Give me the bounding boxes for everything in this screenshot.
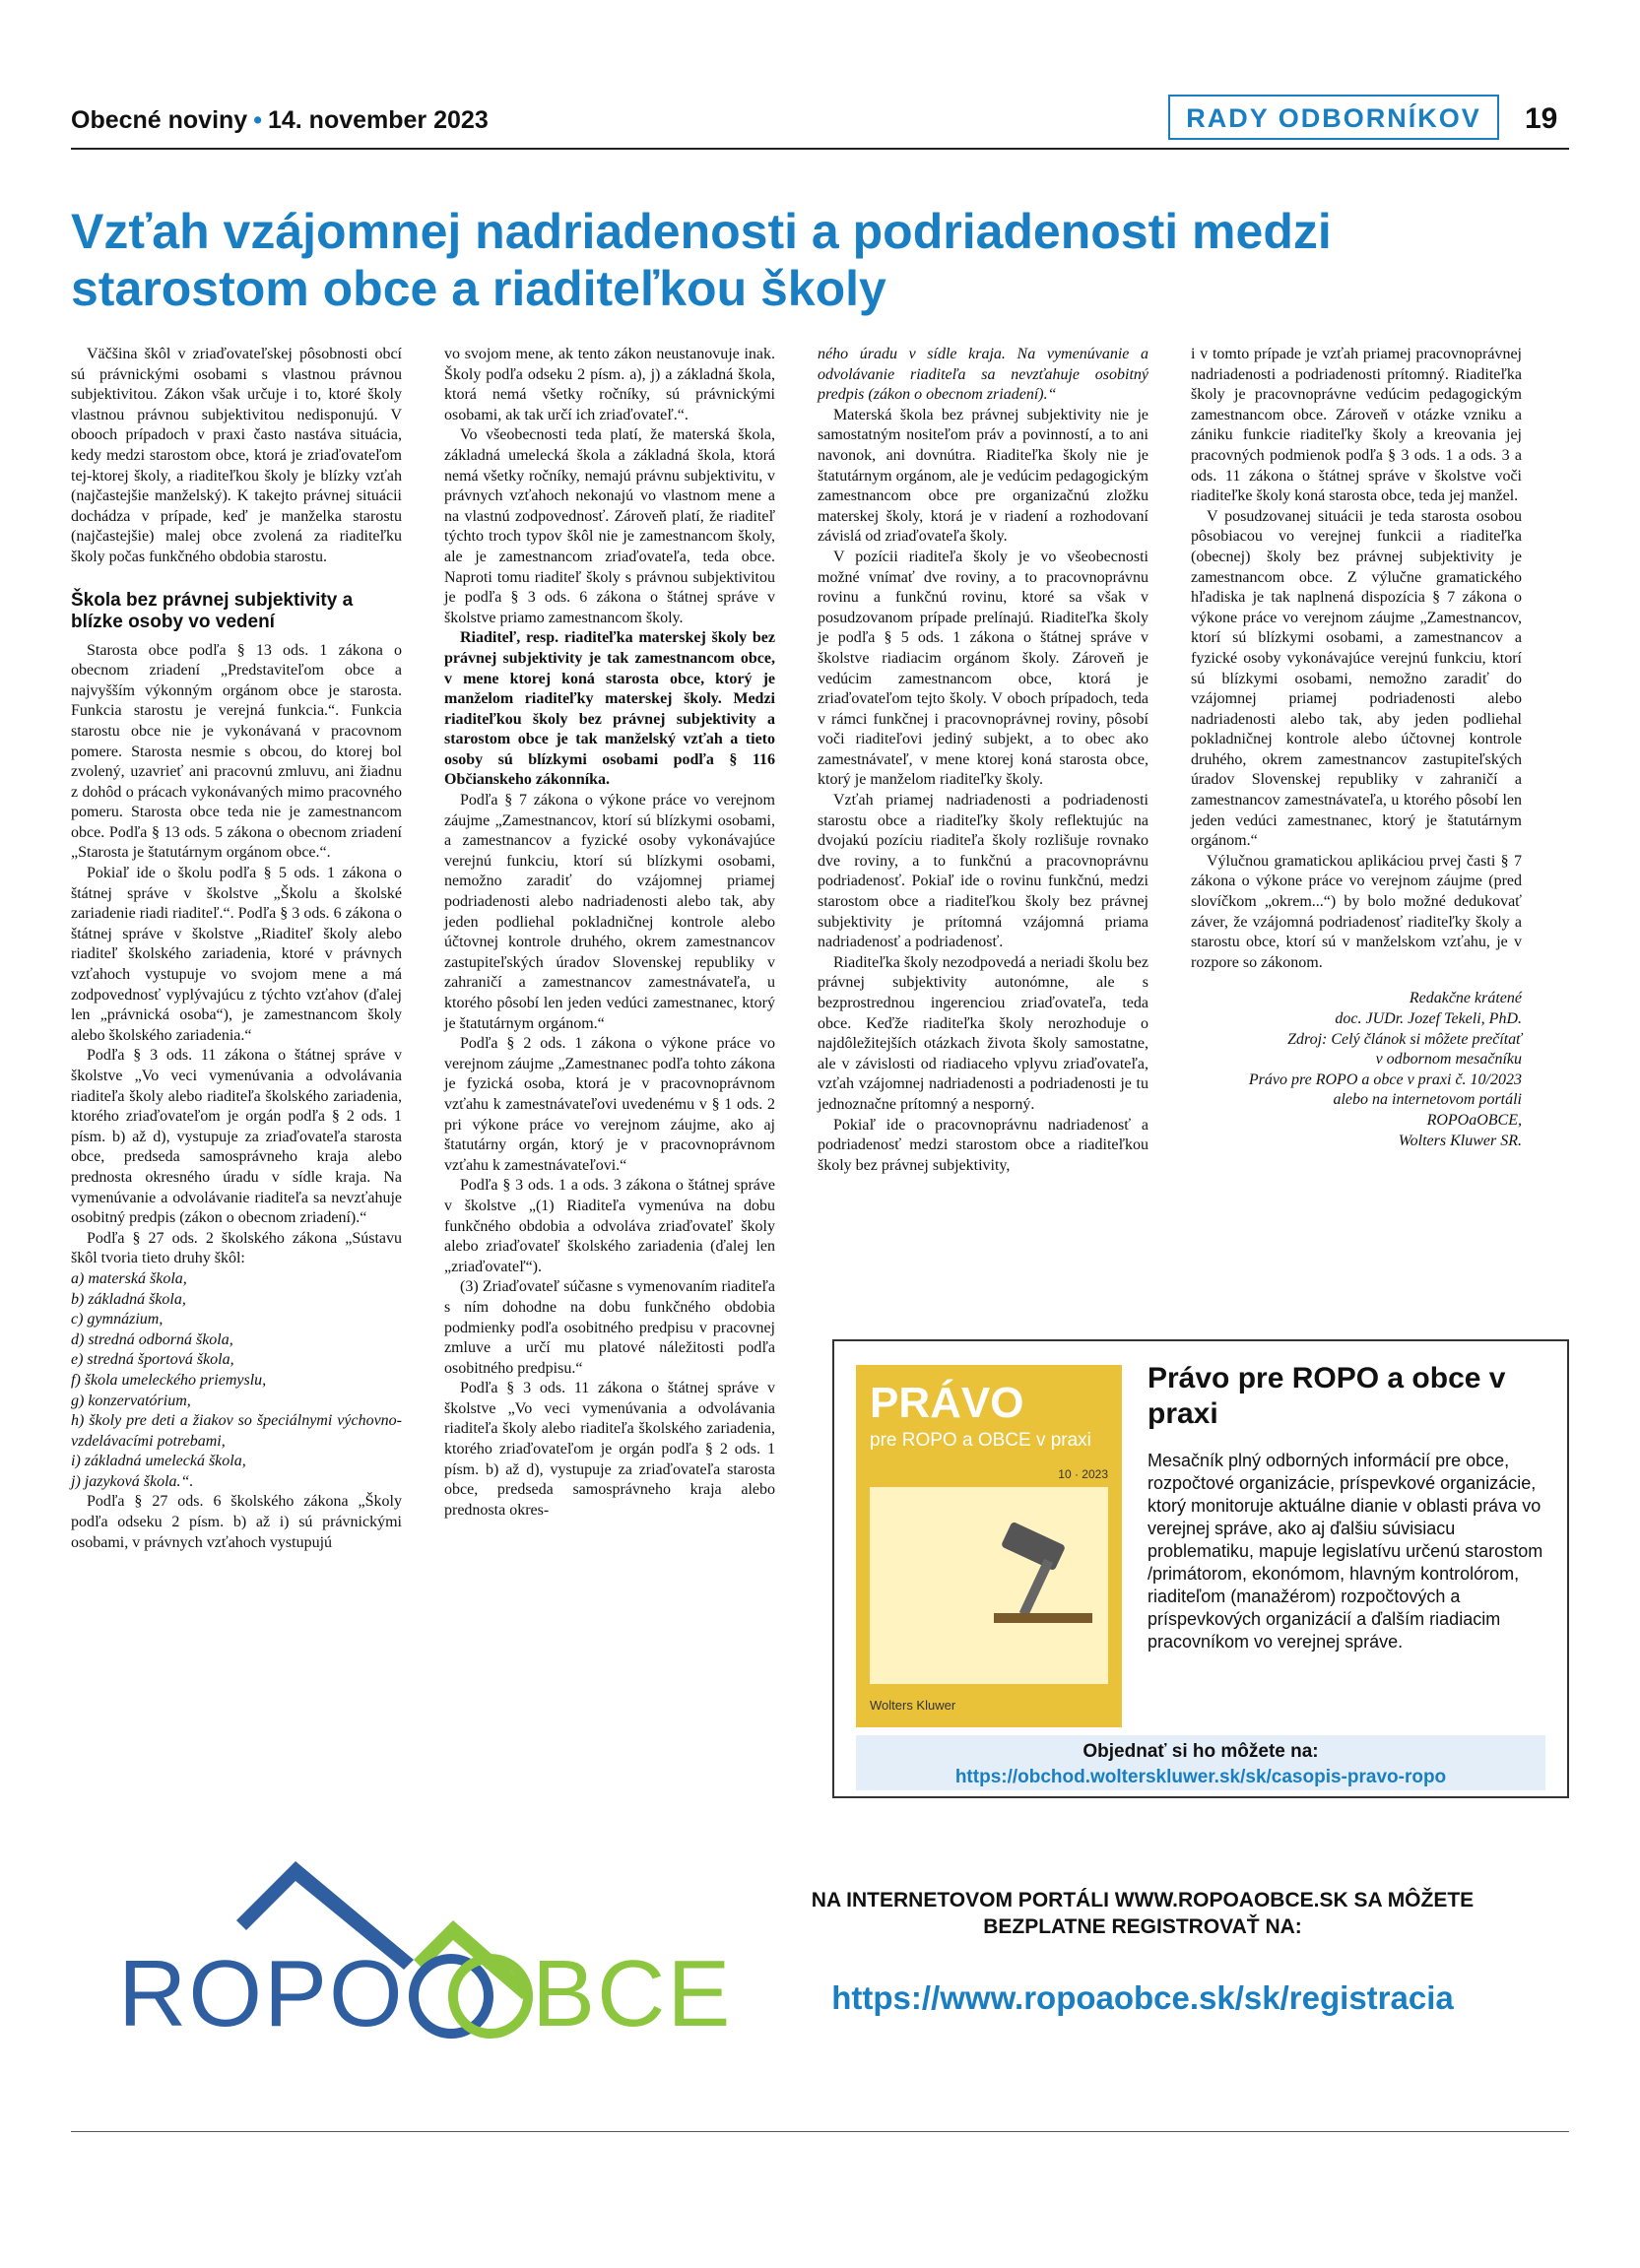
order-banner <box>856 1735 1545 1790</box>
cover-publisher: Wolters Kluwer <box>870 1698 956 1713</box>
paragraph: Podľa § 3 ods. 11 zákona o štátnej správe v školstve „Vo veci vymenúvania a odvolávania riaditeľa školy alebo riaditeľa školského zariadenia, ktorého zriaďovateľom je orgán podľa § 2 ods. 1 písm. b) až d), vystupuje za zriaďovateľa starosta obce, predseda samosprávneho kraja alebo prednosta okres- <box>444 1380 775 1519</box>
paragraph: Podľa § 3 ods. 1 a ods. 3 zákona o štátnej správe v školstve „(1) Riaditeľa vymenúva na dobu funkčného obdobia a odvoláva zriaďovateľ školy alebo zriaďovateľ školského zariadenia (ďalej len „zriaďovateľ“). <box>444 1177 775 1275</box>
school-types-list <box>71 1269 402 1493</box>
paragraph: Vzťah priamej nadriadenosti a podriadenosti starostu obce a riaditeľky školy reflektujúc na dvojakú pozíciu riaditeľa školy rozlišuje rovnako dve roviny, a to funkčnú a pracovnoprávnu podriadenosť. Pokiaľ ide o rovinu funkčnú, medzi starostom obce a riaditeľkou školy bez právnej subjektivity je prítomná vzájomná priama nadriadenosť a podriadenosť. <box>818 792 1148 951</box>
cover-subtitle: pre ROPO a OBCE v praxi <box>870 1430 1091 1451</box>
article-column-3 <box>818 345 1148 1176</box>
paragraph: Výlučnou gramatickou aplikáciou prvej časti § 7 zákona o výkone práce vo verejnom záujme (pred slovíčkom „okrem...“) by bolo možné dedukovať záver, že vzájomná podriadenosť riaditeľky školy a starostu obce, ktorí sú v manželskom vzťahu, je v rozpore so zákonom. <box>1191 852 1522 971</box>
paragraph: Materská škola bez právnej subjektivity nie je samostatným nositeľom práv a povinností, a to ani navonok, ani dovnútra. Riaditeľka školy nie je štatutárnym orgánom, ale je vedúcim pedagogickým zamestnancom obce pre organizačnú zložku materskej školy, ktorá je v riadení a rozhodovaní závislá od zriaďovateľa školy. <box>818 406 1148 546</box>
ad-description: Mesačník plný odborných informácií pre obce, rozpočtové organizácie, príspevkové organizácie, ktorý monitoruje aktuálne dianie v oblasti práva vo verejnej správe, ako aj ďalšiu súvisiacu problematiku, mapuje legislatívu určenú starostom /primátorom, ekonómom, hlavným kontrolórom, riaditeľom (manažérom) rozpočtových a príspevkových organizácií a ďalším riadiacim pracovníkom vo verejnej správe. <box>1148 1451 1543 1652</box>
paragraph: vo svojom mene, ak tento zákon neustanovuje inak. Školy podľa odseku 2 písm. a), j) a základná škola, ktorá nemá všetky ročníky, sú právnickými osobami, ak tak určí ich zriaďovateľ.“. <box>444 346 775 423</box>
list-item: j) jazyková škola.“. <box>71 1472 194 1490</box>
paragraph: Starosta obce podľa § 13 ods. 1 zákona o obecnom zriadení „Predstaviteľom obce a najvyšším výkonným orgánom obce je starosta. Funkcia starostu je verejná funkcia.“. Funkcia starostu obce nie je vykonávaná v pracovnom pomere. Starosta nesmie s obcou, do ktorej bol zvolený, uzavrieť ani pracovnú zmluvu, ani žiadnu z dohôd o prácach vykonávaných mimo pracovného pomeru. Starosta obce teda nie je zamestnancom obce. Podľa § 13 ods. 5 zákona o obecnom zriadení „Starosta je štatutárnym orgánom obce.“. <box>71 641 402 862</box>
list-item: a) materská škola, <box>71 1269 187 1287</box>
credit-line: Redakčne krátené <box>1409 990 1522 1007</box>
list-item: g) konzervatórium, <box>71 1392 191 1409</box>
paragraph: i v tomto prípade je vzťah priamej pracovnoprávnej nadriadenosti a podriadenosti prítomný. Riaditeľka školy je pracovnoprávne vedúcim pedagogickým zamestnancom obce. Zároveň v otázke vzniku a zániku funkcie riaditeľky školy a kreovania jej pracovných podmienok podľa § 3 ods. 1 a ods. 3 a ods. 11 zákona o štátnej správe v školstve voči riaditeľke školy koná starosta obce, teda jej manžel. <box>1191 346 1522 505</box>
logo-rings-green <box>448 1954 533 2039</box>
paragraph: Podľa § 7 zákona o výkone práce vo verejnom záujme „Zamestnancov, ktorí sú blízkymi osobami, a zamestnancov a fyzické osoby vykonávajúce verejnú funkciu, ktorí sú blízkymi osobami, nemožno zaradiť do vzájomnej priamej podriadenosti alebo nadriadenosti alebo tak, aby jeden podliehal pokladničnej kontrole alebo účtovnej kontrole druhého, okrem zamestnancov zastupiteľských úradov Slovenskej republiky v zahraničí a zamestnancov zamestnávateľa, u ktorého pôsobí len jeden vedúci zamestnanec, ktorý je štatutárnym orgánom.“ <box>444 792 775 1032</box>
paragraph: Pokiaľ ide o pracovnoprávnu nadriadenosť a podriadenosť medzi starostom obce a riaditeľkou školy bez právnej subjektivity, <box>818 1116 1148 1174</box>
header-rule <box>71 148 1569 150</box>
article-headline: Vzťah vzájomnej nadriadenosti a podriadenosti medzi starostom obce a riaditeľkou školy <box>71 204 1332 316</box>
subheading: Škola bez právnej subjektivity a blízke osoby vo vedení <box>71 589 354 632</box>
paragraph: V posudzovanej situácii je teda starosta osobou pôsobiacou vo verejnej funkcii a riaditeľka (obecnej) školy bez právnej subjektivity je zamestnancom obce. Z výlučne gramatického hľadiska je tak naplnená dispozícia § 7 zákona o výkone práce vo verejnom záujme „Zamestnancov, ktorí sú blízkymi osobami, a zamestnancov a fyzické osoby vykonávajúce verejnú funkciu, ktorí sú blízkymi osobami, nemožno zaradiť do vzájomnej priamej podriadenosti alebo nadriadenosti alebo tak, aby jeden podliehal pokladničnej kontrole alebo účtovnej kontrole druhého, okrem zamestnancov zastupiteľských úradov Slovenskej republiky v zahraničí a zamestnancov zamestnávateľa, u ktorého pôsobí len jeden vedúci zamestnanec, ktorý je štatutárnym orgánom.“ <box>1191 507 1522 850</box>
issue-date: 14. november 2023 <box>267 106 489 134</box>
list-item: h) školy pre deti a žiakov so špeciálnymi výchovno-vzdelávacími potrebami, <box>71 1412 402 1450</box>
credit-line: ROPOaOBCE, <box>1426 1111 1522 1129</box>
page-number: 19 <box>1525 102 1558 135</box>
order-link[interactable]: https://obchod.wolterskluwer.sk/sk/casopis-pravo-ropo <box>954 1767 1447 1787</box>
list-item: e) stredná športová škola, <box>71 1351 234 1369</box>
paragraph: Podľa § 3 ods. 11 zákona o štátnej správe v školstve „Vo veci vymenúvania a odvolávania riaditeľa školy alebo riaditeľa školského zariadenia, ktorého zriaďovateľom je orgán podľa § 2 ods. 1 písm. b) až d), vystupuje za zriaďovateľa starosta obce, predseda samosprávneho kraja alebo prednosta okresného úradu v sídle kraja. Na vymenúvanie a odvolávanie riaditeľa sa nevzťahuje osobitný predpis (zákon o obecnom zriadení).“ <box>71 1047 402 1227</box>
list-item: f) škola umeleckého priemyslu, <box>71 1371 267 1389</box>
paragraph: Riaditeľka školy nezodpovedá a neriadi školu bez právnej subjektivity autonómne, ale s bezprostrednou ingerenciou zriaďovateľa, teda obce. Keďže riaditeľka školy nerozhoduje o najdôležitejších otázkach života školy samostatne, ale v závislosti od riadiaceho vplyvu zriaďovateľa, vzťah vzájomnej nadriadenosti a podriadenosti je tu jednoznačne prítomný a nesporný. <box>818 953 1148 1113</box>
paragraph: Podľa § 27 ods. 2 školského zákona „Sústavu škôl tvoria tieto druhy škôl: <box>71 1229 402 1267</box>
credit-line: alebo na internetovom portáli <box>1333 1091 1522 1109</box>
list-item: c) gymnázium, <box>71 1311 164 1328</box>
credit-line: Wolters Kluwer SR. <box>1398 1132 1522 1149</box>
magazine-cover <box>856 1365 1122 1727</box>
masthead <box>71 106 489 135</box>
publication-name: Obecné noviny <box>71 106 248 134</box>
list-item: i) základná umelecká škola, <box>71 1453 246 1470</box>
paragraph: Podľa § 2 ods. 1 zákona o výkone práce vo verejnom záujme „Zamestnanec podľa tohto zákona je fyzická osoba, ktorá je v pracovnoprávnom vzťahu k zamestnávateľovi uvedenému v § 1 ods. 2 pri výkone práce vo verejnom záujme, ako aj štatutárny orgán, ktorý je v pracovnoprávnom vzťahu k zamestnávateľovi.“ <box>444 1035 775 1174</box>
paragraph: V pozícii riaditeľa školy je vo všeobecnosti možné vnímať dve roviny, a to pracovnoprávnu rovinu a funkčnú rovinu, ktoré sa však v posudzovanom prípade prelínajú. Riaditeľka školy je podľa § 5 ods. 1 zákona o štátnej správe v školstve riadiacim orgánom školy. Zároveň je vedúcim zamestnancom obce, ktorá je zriaďovateľom tejto školy. V oboch prípadoch, teda v rámci funkčnej i pracovnoprávnej roviny, pôsobí voči riaditeľovi jediný subjekt, a to obec ako zamestnávateľ, v mene ktorej koná starosta obce, ktorý je manželom riaditeľky školy. <box>818 548 1148 789</box>
article-column-2 <box>444 345 775 1521</box>
ad-title: Právo pre ROPO a obce v praxi <box>1148 1362 1506 1430</box>
credit-line: Právo pre ROPO a obce v praxi č. 10/2023 <box>1248 1070 1522 1088</box>
credit-line: v odbornom mesačníku <box>1375 1051 1522 1069</box>
list-item: d) stredná odborná škola, <box>71 1330 233 1348</box>
logo-text-right: BCE <box>532 1941 733 2046</box>
cover-issue: 10 · 2023 <box>1058 1467 1108 1481</box>
footer-rule <box>71 2131 1569 2132</box>
gavel-icon <box>984 1523 1102 1631</box>
article-column-4 <box>1191 345 1522 1151</box>
credit-line: Zdroj: Celý článok si môžete prečítať <box>1287 1030 1522 1048</box>
list-item: b) základná škola, <box>71 1290 186 1308</box>
section-tag: RADY ODBORNÍKOV <box>1168 95 1499 140</box>
article-credits <box>1191 989 1522 1151</box>
ropoaobce-logo <box>118 1861 733 2078</box>
paragraph: Pokiaľ ide o školu podľa § 5 ods. 1 zákona o štátnej správe v školstve „Školu a školské zariadenie riadi riaditeľ.“. Podľa § 3 ods. 6 zákona o štátnej správe v školstve „Riaditeľ školy alebo riaditeľ školského zariadenia, ktoré v právnych vzťahoch vystupuje vo svojom mene a má zodpovednosť vyplývajúcu z týchto vzťahov (ďalej len „právnická osoba“), je zamestnancom školy alebo školského zariadenia.“ <box>71 865 402 1044</box>
paragraph: Podľa § 27 ods. 6 školského zákona „Školy podľa odseku 2 písm. b) až i) sú právnickými osobami, v právnych vzťahoch vystupujú <box>71 1493 402 1551</box>
order-label: Objednať si ho môžete na: <box>1082 1741 1319 1762</box>
masthead-separator: • <box>253 106 262 134</box>
paragraph: (3) Zriaďovateľ súčasne s vymenovaním riaditeľa s ním dohodne na dobu funkčného obdobia podmienky podľa osobitného predpisu v pracovnej zmluve a určí mu platové náležitosti podľa osobitného predpisu.“ <box>444 1278 775 1377</box>
paragraph: Riaditeľ, resp. riaditeľka materskej školy bez právnej subjektivity je tak zamestnancom obce, v mene ktorej koná starosta obce, ktorý je manželom riaditeľky materskej školy. Medzi riaditeľkou školy bez právnej subjektivity a starostom obce je tak manželský vzťah a tieto osoby sú blízkymi osobami podľa § 116 Občianskeho zákonníka. <box>444 629 775 789</box>
paragraph: Vo všeobecnosti teda platí, že materská škola, základná umelecká škola a základná škola, ktorá nemá všetky ročníky, nemajú právnu subjektivitu, v právnych vzťahoch nekonajú vo vlastnom mene a na vlastnú zodpovednosť. Zároveň platí, že riaditeľ týchto troch typov škôl nie je zamestnancom školy, ale je zamestnancom zriaďovateľa, teda obce. Naproti tomu riaditeľ školy s právnou subjektivitou je podľa § 3 ods. 6 zákona o štátnej správe v školstve priamo zamestnancom školy. <box>444 426 775 626</box>
paragraph: ného úradu v sídle kraja. Na vymenúvanie a odvolávanie riaditeľa sa nevzťahuje osobitný predpis (zákon o obecnom zriadení).“ <box>818 346 1148 404</box>
magazine-ad <box>832 1339 1569 1798</box>
logo-text-left: ROPO <box>118 1941 405 2046</box>
credit-line: doc. JUDr. Jozef Tekeli, PhD. <box>1335 1010 1522 1027</box>
article-column-1 <box>71 345 402 1553</box>
portal-registration-text: NA INTERNETOVOM PORTÁLI WWW.ROPOAOBCE.SK SA MÔŽETE BEZPLATNE REGISTROVAŤ NA: <box>811 1889 1475 1938</box>
paragraph: Väčšina škôl v zriaďovateľskej pôsobnosti obcí sú právnickými osobami s vlastnou právnou subjektivitou. Zákon však určuje i to, ktoré školy vlastnou právnou subjektivitou nedisponujú. V obooch prípadoch v praxi často nastáva situácia, kedy medzi starostom obce, ktorá je zriaďovateľom tej-ktorej školy, a riaditeľkou školy je blízky vzťah (najčastejšie manželský). K takejto právnej situácii dochádza v prípade, keď je manželka starostu (najčastejšie) malej obce zvolená za riaditeľku školy počas funkčného obdobia starostu. <box>71 346 402 565</box>
cover-title: PRÁVO <box>870 1379 1024 1427</box>
registration-link[interactable]: https://www.ropoaobce.sk/sk/registracia <box>831 1979 1454 2016</box>
